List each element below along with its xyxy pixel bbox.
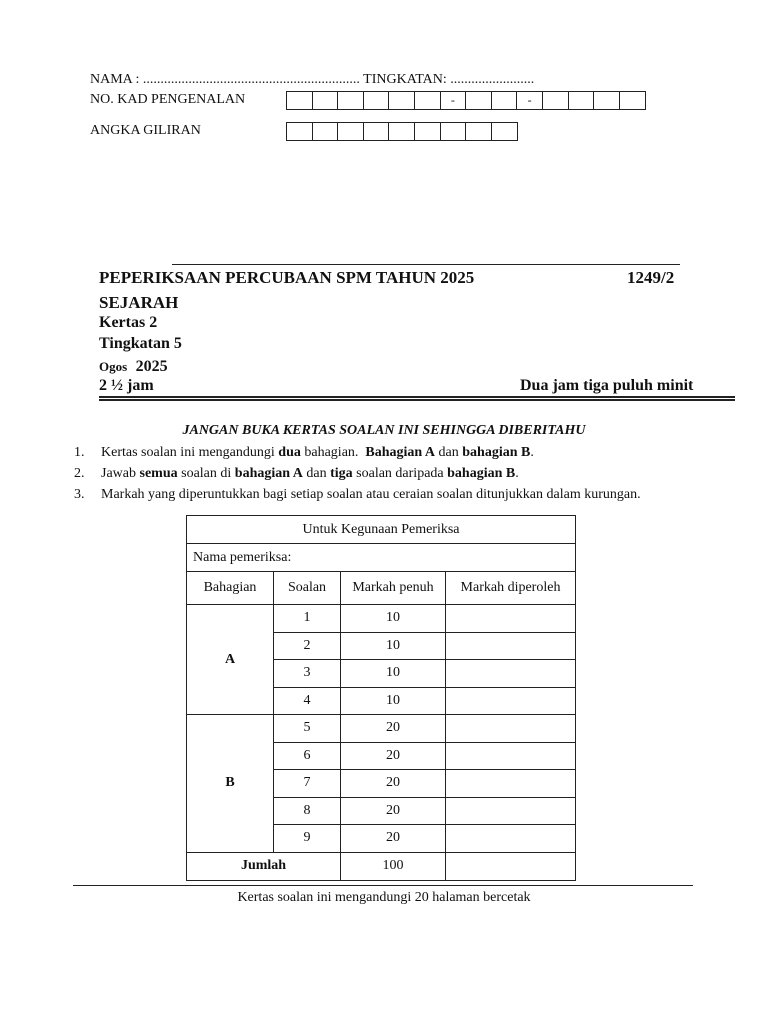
instruction-emphasis: Bahagian A (365, 445, 436, 460)
obtained-marks-cell[interactable] (446, 687, 576, 715)
full-marks: 10 (341, 605, 446, 633)
duration-long: Dua jam tiga puluh minit (520, 377, 694, 394)
instruction-text (101, 463, 519, 484)
index-digit-box[interactable] (466, 123, 492, 140)
question-number: 9 (274, 825, 341, 853)
instruction-text (101, 484, 641, 505)
obtained-marks-cell[interactable] (446, 825, 576, 853)
exam-title: PEPERIKSAAN PERCUBAAN SPM TAHUN 2025 (99, 268, 475, 287)
ic-digit-box[interactable] (287, 92, 313, 109)
ic-digit-box[interactable] (569, 92, 595, 109)
instruction-fragment: Kertas soalan ini mengandungi (101, 445, 279, 460)
question-number: 6 (274, 742, 341, 770)
header-bahagian: Bahagian (187, 572, 274, 605)
full-marks: 20 (341, 825, 446, 853)
page-count-note: Kertas soalan ini mengandungi 20 halaman bercetak (237, 890, 531, 905)
full-marks: 10 (341, 660, 446, 688)
instruction-fragment: bahagian. (300, 445, 366, 460)
full-marks: 20 (341, 742, 446, 770)
instruction-number: 2. (74, 466, 85, 481)
ic-digit-box[interactable] (620, 92, 646, 109)
ic-digit-box[interactable] (466, 92, 492, 109)
instruction-item (74, 442, 641, 463)
index-number-boxes[interactable] (286, 122, 518, 141)
index-digit-box[interactable] (389, 123, 415, 140)
table-row (187, 605, 576, 633)
total-obtained-cell[interactable] (446, 852, 576, 880)
ic-digit-box[interactable] (313, 92, 339, 109)
section-label: B (187, 715, 274, 853)
full-marks: 20 (341, 797, 446, 825)
instructions-list (74, 442, 641, 505)
ic-digit-box[interactable]: - (517, 92, 543, 109)
index-digit-box[interactable] (492, 123, 518, 140)
question-number: 8 (274, 797, 341, 825)
instruction-fragment: Markah yang diperuntukkan bagi setiap soalan atau ceraian soalan ditunjukkan dalam kurungan. (101, 487, 641, 502)
index-digit-box[interactable] (364, 123, 390, 140)
question-number: 3 (274, 660, 341, 688)
title-top-rule (172, 264, 680, 265)
index-number-label: ANGKA GILIRAN (90, 123, 201, 138)
examiner-table (186, 515, 576, 881)
obtained-marks-cell[interactable] (446, 605, 576, 633)
total-row (187, 852, 576, 880)
ic-digit-box[interactable] (364, 92, 390, 109)
total-value: 100 (341, 852, 446, 880)
question-number: 7 (274, 770, 341, 798)
ic-digit-box[interactable]: - (441, 92, 467, 109)
subject-name: SEJARAH (99, 293, 179, 312)
table-header-row (187, 572, 576, 605)
index-digit-box[interactable] (338, 123, 364, 140)
form-level: Tingkatan 5 (99, 335, 182, 352)
full-marks: 10 (341, 632, 446, 660)
total-label: Jumlah (187, 852, 341, 880)
ic-digit-box[interactable] (594, 92, 620, 109)
ic-digit-box[interactable] (389, 92, 415, 109)
instruction-emphasis: bahagian B (462, 445, 531, 460)
question-number: 1 (274, 605, 341, 633)
instruction-emphasis: dua (278, 445, 301, 460)
index-digit-box[interactable] (313, 123, 339, 140)
full-marks: 20 (341, 770, 446, 798)
ic-digit-box[interactable] (415, 92, 441, 109)
exam-year: 2025 (135, 358, 168, 375)
index-digit-box[interactable] (415, 123, 441, 140)
ic-digit-box[interactable] (492, 92, 518, 109)
instruction-fragment: dan (435, 445, 463, 460)
instruction-item (74, 484, 641, 505)
instruction-fragment: . (530, 445, 534, 460)
obtained-marks-cell[interactable] (446, 715, 576, 743)
instruction-number: 3. (74, 487, 85, 502)
question-number: 2 (274, 632, 341, 660)
obtained-marks-cell[interactable] (446, 770, 576, 798)
obtained-marks-cell[interactable] (446, 660, 576, 688)
footer-rule (73, 885, 693, 886)
title-bottom-rule-2 (99, 399, 735, 401)
question-number: 4 (274, 687, 341, 715)
instruction-fragment: Jawab (101, 466, 140, 481)
instruction-emphasis: bahagian A (234, 466, 303, 481)
exam-month: Ogos (99, 359, 128, 374)
instruction-fragment: dan (302, 466, 331, 481)
instruction-fragment: soalan daripada (352, 466, 448, 481)
instruction-emphasis: semua (139, 466, 178, 481)
ic-number-boxes[interactable] (286, 91, 646, 110)
obtained-marks-cell[interactable] (446, 632, 576, 660)
section-label: A (187, 605, 274, 715)
instruction-emphasis: bahagian B (447, 466, 516, 481)
duration-short: 2 ½ jam (99, 377, 154, 394)
header-markah-diperoleh: Markah diperoleh (446, 572, 576, 605)
ic-digit-box[interactable] (543, 92, 569, 109)
ic-number-label: NO. KAD PENGENALAN (90, 92, 246, 107)
index-digit-box[interactable] (441, 123, 467, 140)
full-marks: 20 (341, 715, 446, 743)
instruction-text (101, 442, 534, 463)
instruction-item (74, 463, 641, 484)
header-markah-penuh: Markah penuh (341, 572, 446, 605)
examiner-name-field[interactable]: Nama pemeriksa: (187, 544, 576, 572)
instruction-fragment: soalan di (177, 466, 235, 481)
exam-date (99, 356, 168, 376)
index-digit-box[interactable] (287, 123, 313, 140)
obtained-marks-cell[interactable] (446, 797, 576, 825)
table-row (187, 715, 576, 743)
title-bottom-rule-1 (99, 396, 735, 398)
instructions-heading: JANGAN BUKA KERTAS SOALAN INI SEHINGGA DIBERITAHU (182, 423, 586, 438)
instruction-emphasis: tiga (330, 466, 353, 481)
full-marks: 10 (341, 687, 446, 715)
header-soalan: Soalan (274, 572, 341, 605)
table-title: Untuk Kegunaan Pemeriksa (187, 516, 576, 544)
ic-digit-box[interactable] (338, 92, 364, 109)
obtained-marks-cell[interactable] (446, 742, 576, 770)
instruction-number: 1. (74, 445, 85, 460)
name-form-line[interactable]: NAMA : .............................................................. TINGKATAN: ........................ (90, 72, 535, 87)
instruction-fragment: . (515, 466, 519, 481)
paper-code: 1249/2 (627, 268, 675, 287)
paper-number: Kertas 2 (99, 314, 158, 331)
question-number: 5 (274, 715, 341, 743)
